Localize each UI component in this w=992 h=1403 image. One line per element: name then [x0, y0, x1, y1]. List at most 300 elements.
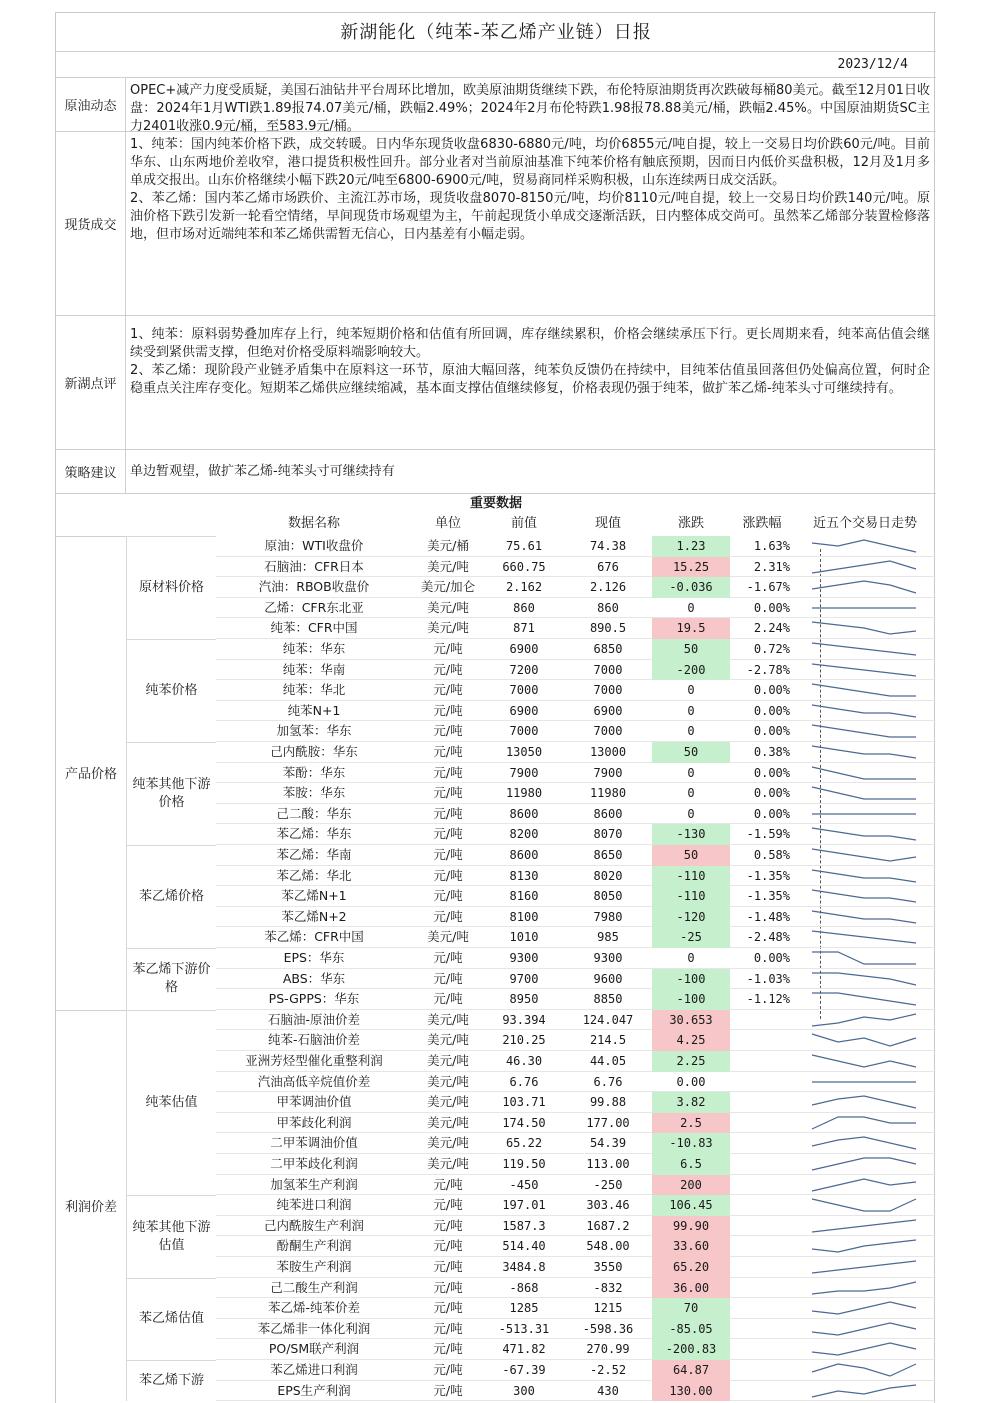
cell-chg: 65.20 [652, 1257, 730, 1278]
cell-pct [730, 1339, 794, 1360]
cell-pct [730, 907, 794, 928]
cell-pct [730, 1030, 794, 1051]
cell-pct [730, 1195, 794, 1216]
cell-chg: 0 [687, 600, 695, 615]
section-label: 原油动态 [56, 78, 126, 131]
cell-unit: 元/吨 [433, 805, 463, 821]
cell-name: 苯乙烯进口利润 [270, 1362, 358, 1377]
cell-prev: 8950 [509, 992, 539, 1007]
cell-pct [730, 536, 794, 557]
pct-value: -1.35% [746, 868, 790, 883]
cell-name: 苯乙烯-纯苯价差 [267, 1300, 360, 1316]
category-label: 产品价格 [64, 767, 117, 783]
cell-prev: -450 [509, 1177, 539, 1192]
cell-unit: 元/吨 [433, 1320, 463, 1336]
trend-line [812, 1199, 916, 1211]
cell-unit: 元/吨 [433, 1382, 463, 1398]
cell-chg: -10.83 [652, 1133, 730, 1154]
cell-prev: 1587.3 [502, 1218, 546, 1233]
cell-curr: 113.00 [586, 1157, 630, 1171]
cell-pct [730, 618, 794, 639]
section-spot [56, 132, 936, 316]
trend-line [812, 1096, 916, 1108]
cell-chg: 4.25 [652, 1030, 730, 1051]
cell-chg: 200 [652, 1175, 730, 1196]
cell-prev: 660.75 [502, 559, 546, 574]
pct-value: -1.48% [746, 909, 790, 924]
cell-name: 甲苯歧化利润 [276, 1114, 352, 1130]
paragraph: 1、纯苯：国内纯苯价格下跌，成交转暖。日内华东现货收盘6830-6880元/吨，均价6855元/吨自提，较上一交易日均价跌60元/吨。目前华东、山东两地价差收窄，港口提货积极性回升。部分业者对当前原油基准下纯苯价格有触底预期，因而日内低价买盘积极，12月及1月多单成交报出。山东价格继续小幅下跌20元/吨至6800-6900元/吨，贸易商同样采购积极，山东连续两日成交活跃。 [130, 137, 930, 188]
trend-sparkline [808, 990, 920, 1008]
cell-chg: -85.05 [652, 1319, 730, 1340]
column-header: 单位 [434, 516, 461, 531]
cell-pct [730, 1216, 794, 1237]
cell-curr: 6900 [593, 703, 623, 718]
cell-chg: 50 [652, 742, 730, 763]
trend-sparkline [808, 743, 920, 761]
cell-chg: 2.25 [652, 1051, 730, 1072]
trend-line [812, 1282, 916, 1294]
pct-value: 2.31% [753, 559, 790, 574]
cell-unit: 元/吨 [433, 1300, 463, 1316]
cell-unit: 美元/加仑 [420, 579, 476, 595]
trend-line [812, 1302, 916, 1314]
cell-prev: 8200 [509, 827, 539, 842]
cell-prev: 75.61 [505, 539, 543, 553]
trend-line [812, 952, 916, 964]
cell-pct [730, 1133, 794, 1154]
trend-sparkline [808, 1258, 920, 1276]
cell-chg: 3.82 [652, 1092, 730, 1113]
cell-name: 苯乙烯N+2 [281, 908, 347, 924]
trend-sparkline [808, 1237, 920, 1255]
cell-chg: 64.87 [652, 1360, 730, 1381]
trend-sparkline [808, 619, 920, 637]
cell-pct [730, 1072, 794, 1093]
pct-value: 0.38% [753, 745, 790, 759]
cell-chg: 19.5 [652, 618, 730, 639]
pct-value: 0.00% [753, 703, 790, 718]
cell-prev: 514.40 [502, 1239, 546, 1254]
column-header: 涨跌 [677, 516, 704, 531]
cell-curr: 6850 [593, 642, 623, 656]
trend-sparkline [808, 764, 920, 782]
group-label: 苯乙烯下游 [126, 1360, 216, 1401]
trend-sparkline [808, 805, 920, 823]
cell-chg: 0 [687, 765, 695, 780]
trend-line [812, 1179, 916, 1191]
cell-curr: 8070 [593, 827, 623, 842]
pct-value: 0.00% [753, 951, 790, 965]
trend-sparkline [808, 949, 920, 967]
pct-value: -2.48% [746, 930, 790, 945]
trend-sparkline [808, 867, 920, 885]
cell-curr: 99.88 [589, 1095, 627, 1110]
pct-value: 0.72% [753, 642, 790, 656]
cell-unit: 元/吨 [433, 826, 463, 842]
cell-curr: 7000 [593, 662, 623, 677]
report-sheet [55, 12, 935, 1403]
cell-chg: 15.25 [652, 557, 730, 578]
cell-curr: 13000 [589, 745, 627, 759]
cell-prev: 174.50 [502, 1115, 546, 1130]
cell-unit: 元/吨 [433, 1341, 463, 1357]
cell-chg: -130 [652, 824, 730, 845]
cell-unit: 元/吨 [433, 1238, 463, 1254]
cell-curr: 7900 [593, 765, 623, 780]
cell-curr: 74.38 [589, 539, 627, 553]
cell-chg: 33.60 [652, 1236, 730, 1257]
section-text [128, 78, 932, 134]
cell-curr: 1687.2 [586, 1218, 630, 1233]
trend-line [812, 1034, 916, 1046]
group-label: 苯乙烯估值 [126, 1278, 216, 1360]
cell-name: 己内酰胺生产利润 [263, 1217, 364, 1233]
cell-prev: 1285 [509, 1301, 539, 1316]
cell-name: 苯乙烯N+1 [281, 888, 347, 904]
cell-unit: 元/吨 [433, 723, 463, 739]
cell-pct [730, 1092, 794, 1113]
trend-line [812, 890, 916, 902]
trend-line [812, 870, 916, 882]
cell-name: 苯乙烯：华北 [276, 867, 352, 883]
trend-line [812, 1261, 916, 1273]
cell-name: 苯胺：华东 [282, 785, 346, 801]
cell-unit: 元/吨 [433, 1362, 463, 1377]
cell-chg: 0 [687, 806, 695, 821]
cell-curr: 890.5 [589, 621, 627, 636]
cell-chg: 0 [687, 703, 695, 718]
trend-line [812, 1137, 916, 1149]
cell-unit: 元/吨 [433, 744, 463, 759]
section-strategy [56, 450, 936, 494]
pct-value: 0.00% [753, 806, 790, 821]
trend-line [812, 561, 916, 573]
trend-sparkline [808, 1155, 920, 1173]
paragraph: 2、苯乙烯：现阶段产业链矛盾集中在原料这一环节，原油大幅回落，纯苯负反馈仍在持续中，目纯苯估值虽回落但仍处偏高位置，何时企稳重点关注库存变化。短期苯乙烯供应继续缩减，基本面支撑估值继续修复，价格表现仍强于纯苯，做扩苯乙烯-纯苯头寸可继续持有。 [130, 363, 930, 396]
trend-line [812, 664, 916, 676]
trend-sparkline [808, 1340, 920, 1358]
cell-unit: 元/吨 [433, 950, 463, 965]
cell-name: 二甲苯歧化利润 [270, 1156, 358, 1171]
cell-prev: 8600 [509, 806, 539, 821]
cell-pct [730, 1051, 794, 1072]
cell-chg: -200.83 [652, 1339, 730, 1360]
section-text [128, 132, 932, 315]
pct-value: -1.35% [746, 889, 790, 904]
category-label: 利润价差 [64, 1199, 117, 1215]
cell-unit: 美元/吨 [427, 1135, 469, 1151]
cell-curr: 7980 [593, 909, 623, 924]
column-header: 近五个交易日走势 [812, 516, 917, 531]
cell-name: 己二酸生产利润 [270, 1279, 358, 1295]
pct-value: 0.00% [753, 724, 790, 739]
trend-line [812, 643, 916, 655]
cell-name: 纯苯：华东 [282, 641, 346, 656]
cell-curr: 7000 [593, 724, 623, 739]
table-heading: 重要数据 [469, 496, 522, 511]
cell-pct [730, 783, 794, 804]
cell-name: 加氢苯：华东 [276, 723, 352, 739]
cell-curr: 9300 [593, 951, 623, 965]
trend-sparkline [808, 1011, 920, 1029]
cell-name: 石脑油-原油价差 [267, 1011, 360, 1027]
pct-value: 0.00% [753, 765, 790, 780]
cell-chg: 0 [687, 951, 695, 965]
trend-line [812, 1055, 916, 1067]
trend-sparkline [808, 1073, 920, 1091]
cell-unit: 元/吨 [433, 764, 463, 780]
cell-unit: 元/吨 [433, 1217, 463, 1233]
cell-chg: 130.00 [652, 1381, 730, 1402]
cell-curr: 303.46 [586, 1198, 630, 1213]
group-label: 苯乙烯下游价格 [126, 948, 216, 1010]
cell-prev: 210.25 [502, 1033, 546, 1048]
cell-name: 原油：WTI收盘价 [264, 538, 364, 553]
group-label: 原材料价格 [126, 536, 216, 639]
trend-line [812, 746, 916, 758]
cell-unit: 美元/吨 [427, 1094, 469, 1110]
cell-name: 纯苯N+1 [287, 702, 341, 718]
cell-unit: 元/吨 [433, 847, 463, 862]
trend-sparkline [808, 1176, 920, 1194]
cell-prev: 9700 [509, 971, 539, 986]
cell-name: EPS生产利润 [277, 1382, 351, 1398]
cell-curr: 8600 [593, 806, 623, 821]
cell-chg: 30.653 [652, 1010, 730, 1031]
cell-chg: -100 [652, 989, 730, 1010]
cell-unit: 元/吨 [433, 1176, 463, 1192]
cell-pct [730, 680, 794, 701]
cell-unit: 元/吨 [433, 1279, 463, 1295]
cell-unit: 美元/吨 [427, 1011, 469, 1027]
cell-pct [730, 577, 794, 598]
trend-line [812, 1220, 916, 1232]
cell-prev: 65.22 [505, 1136, 543, 1151]
column-header: 涨跌幅 [742, 516, 782, 531]
cell-prev: 8160 [509, 889, 539, 904]
cell-pct [730, 1319, 794, 1340]
trend-sparkline [808, 1279, 920, 1297]
cell-pct [730, 969, 794, 990]
trend-line [812, 911, 916, 923]
trend-line [812, 684, 916, 696]
cell-chg: -25 [652, 927, 730, 948]
cell-curr: 8650 [593, 848, 623, 862]
trend-sparkline [808, 681, 920, 699]
cell-pct [730, 1360, 794, 1381]
cell-chg: 6.5 [652, 1154, 730, 1175]
cell-pct [730, 845, 794, 866]
cell-curr: 1215 [593, 1301, 623, 1316]
cell-pct [730, 721, 794, 742]
cell-name: 甲苯调油价值 [276, 1094, 352, 1110]
pct-value: 0.00% [753, 786, 790, 801]
cell-curr: 8850 [593, 992, 623, 1007]
cell-prev: 103.71 [502, 1095, 546, 1110]
trend-sparkline [808, 908, 920, 926]
cell-pct [730, 763, 794, 784]
trend-sparkline [808, 1382, 920, 1400]
cell-pct [730, 927, 794, 948]
trend-line [812, 973, 916, 985]
cell-prev: 8600 [509, 848, 539, 862]
cell-curr: 11980 [589, 786, 627, 801]
cell-name: 二甲苯调油价值 [270, 1135, 358, 1151]
cell-curr: 54.39 [589, 1136, 627, 1151]
cell-unit: 元/吨 [433, 908, 463, 924]
cell-curr: -250 [593, 1177, 623, 1192]
trend-line [812, 1343, 916, 1355]
cell-chg: 50 [652, 845, 730, 866]
cell-chg: -110 [652, 886, 730, 907]
cell-chg: 99.90 [652, 1216, 730, 1237]
cell-prev: 6900 [509, 703, 539, 718]
cell-unit: 美元/吨 [427, 558, 469, 574]
cell-name: 己二酸：华东 [276, 805, 352, 821]
cell-prev: 11980 [505, 786, 543, 801]
trend-line [812, 931, 916, 943]
cell-curr: 214.5 [589, 1033, 627, 1048]
section-label: 新湖点评 [56, 316, 126, 449]
cell-pct [730, 1154, 794, 1175]
cell-name: 乙烯：CFR东北亚 [264, 599, 364, 615]
cell-unit: 元/吨 [433, 867, 463, 883]
trend-line [812, 1385, 916, 1397]
cell-unit: 元/吨 [433, 641, 463, 656]
cell-chg: 0 [687, 724, 695, 739]
cell-chg: 70 [652, 1298, 730, 1319]
cell-prev: -513.31 [498, 1321, 550, 1336]
cell-prev: 8100 [509, 909, 539, 924]
cell-pct [730, 804, 794, 825]
cell-curr: 6.76 [593, 1074, 623, 1089]
cell-prev: 1010 [509, 930, 539, 945]
trend-sparkline [808, 970, 920, 988]
cell-curr: 177.00 [586, 1115, 630, 1130]
section-label: 现货成交 [56, 132, 126, 315]
pct-value: 1.63% [753, 539, 790, 553]
cell-curr: -2.52 [589, 1363, 627, 1377]
column-header: 现值 [594, 516, 621, 531]
trend-sparkline [808, 537, 920, 555]
cell-name: 苯乙烯：华东 [276, 826, 352, 842]
column-header: 前值 [510, 516, 537, 531]
trend-sparkline [808, 1114, 920, 1132]
cell-name: 纯苯：华南 [282, 661, 346, 677]
pct-value: -2.78% [746, 662, 790, 677]
group-label: 苯乙烯价格 [126, 845, 216, 948]
cell-pct [730, 1236, 794, 1257]
trend-sparkline [808, 1093, 920, 1111]
cell-curr: 2.126 [589, 580, 627, 595]
paragraph: 2、苯乙烯：国内苯乙烯市场跌价、主流江苏市场，现货收盘8070-8150元/吨，均价8110元/吨自提，较上一交易日均价跌140元/吨。原油价格下跌引发新一轮看空情绪，早间现货市场观望为主，午前起现货小单成交逐渐活跃，日内整体成交尚可。虽然苯乙烯部分装置检修落地，但市场对近端纯苯和苯乙烯供需暂无信心，日内基差有小幅走弱。 [130, 191, 930, 242]
section-label: 策略建议 [56, 450, 126, 493]
cell-curr: -832 [593, 1280, 623, 1295]
cell-unit: 元/吨 [433, 682, 463, 698]
cell-unit: 元/吨 [433, 702, 463, 718]
cell-pct [730, 866, 794, 887]
cell-pct [730, 557, 794, 578]
trend-line [812, 705, 916, 717]
trend-line [812, 540, 916, 552]
cell-unit: 美元/吨 [427, 929, 469, 945]
group-label: 纯苯其他下游估值 [126, 1195, 216, 1277]
trend-line [812, 622, 916, 634]
cell-chg: 106.45 [652, 1195, 730, 1216]
cell-unit: 美元/吨 [427, 599, 469, 615]
cell-name: 苯乙烯：华南 [276, 847, 352, 862]
cell-curr: 7000 [593, 683, 623, 698]
cell-prev: 871 [513, 621, 535, 636]
trend-sparkline [808, 1361, 920, 1379]
cell-curr: 8050 [593, 889, 623, 904]
cell-name: 纯苯进口利润 [276, 1197, 352, 1213]
cell-pct [730, 660, 794, 681]
cell-chg: 36.00 [652, 1278, 730, 1299]
cell-unit: 美元/吨 [427, 1156, 469, 1171]
cell-unit: 元/吨 [433, 1197, 463, 1213]
trend-line [812, 1364, 916, 1376]
trend-sparkline [808, 1052, 920, 1070]
cell-name: 汽油高低辛烷值价差 [257, 1073, 371, 1089]
group-label: 纯苯价格 [126, 639, 216, 742]
cell-pct [730, 1278, 794, 1299]
trend-line [812, 1117, 916, 1129]
cell-curr: 548.00 [586, 1239, 630, 1254]
trend-sparkline [808, 1196, 920, 1214]
cell-curr: 9600 [593, 971, 623, 986]
cell-name: 汽油：RBOB收盘价 [258, 579, 370, 595]
trend-line [812, 849, 916, 861]
trend-sparkline [808, 1217, 920, 1235]
trend-sparkline [808, 1320, 920, 1338]
trend-sparkline [808, 784, 920, 802]
section-text [128, 316, 932, 449]
cell-curr: 124.047 [582, 1012, 634, 1027]
cell-name: 石脑油：CFR日本 [264, 558, 364, 574]
trend-line [812, 828, 916, 840]
cell-pct [730, 989, 794, 1010]
column-header: 数据名称 [287, 516, 340, 531]
trend-line [812, 581, 916, 593]
cell-chg: -200 [652, 660, 730, 681]
cell-curr: 676 [597, 559, 619, 574]
cell-unit: 元/吨 [433, 991, 463, 1007]
cell-curr: 270.99 [586, 1342, 630, 1357]
cell-prev: 2.162 [505, 580, 543, 595]
trend-sparkline [808, 599, 920, 617]
cell-prev: 46.30 [505, 1054, 543, 1068]
cell-prev: 7000 [509, 683, 539, 698]
cell-name: 纯苯-石脑油价差 [267, 1032, 360, 1048]
cell-name: PS-GPPS：华东 [268, 991, 360, 1007]
cell-prev: 9300 [509, 951, 539, 965]
cell-prev: 300 [513, 1383, 535, 1398]
pct-value: 0.58% [753, 848, 790, 862]
paragraph: OPEC+减产力度受质疑，美国石油钻井平台周环比增加，欧美原油期货继续下跌，布伦特原油期货再次跌破每桶80美元。截至12月01日收盘：2024年1月WTI跌1.89报74.07美元/桶，跌幅2.49%；2024年2月布伦特跌1.98报78.88美元/桶，跌幅2.45%。中国原油期货SC主力2401收涨0.9元/桶，至583.9元/桶。 [130, 83, 930, 134]
cell-pct [730, 1257, 794, 1278]
pct-value: 0.00% [753, 683, 790, 698]
cell-name: 苯乙烯：CFR中国 [264, 929, 364, 945]
pct-value: -1.67% [746, 580, 790, 595]
cell-pct [730, 824, 794, 845]
trend-sparkline [808, 1031, 920, 1049]
cell-prev: 7900 [509, 765, 539, 780]
trend-sparkline [808, 1134, 920, 1152]
cell-curr: 44.05 [589, 1054, 627, 1068]
cell-prev: 119.50 [502, 1157, 546, 1171]
